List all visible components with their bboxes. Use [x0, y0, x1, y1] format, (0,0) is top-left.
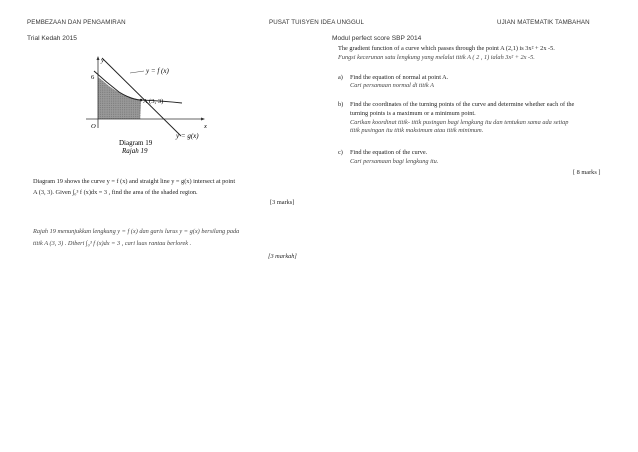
question-en-line-2: A (3, 3). Given ∫₀³ f (x)dx = 3 , find the area of the shaded region. [33, 189, 198, 196]
diagram-caption-en: Diagram 19 [119, 139, 153, 147]
diagram-caption-my: Rajah 19 [122, 147, 148, 155]
header-right: UJIAN MATEMATIK TAMBAHAN [497, 19, 590, 26]
question-my-line-2: titik A (3, 3) . Diberi ∫₀³ f (x)dx = 3 , cari luas rantau berlorek . [33, 240, 192, 247]
y-intercept-label: 6 [91, 74, 95, 81]
part-c-my: Cari persamaan bagi lengkung itu. [350, 158, 439, 165]
point-a-label: A (3, 3) [143, 98, 164, 105]
marks-right: [ 8 marks ] [573, 169, 601, 176]
intro-my: Fungsi kecerunan satu lengkung yang melalui titik A ( 2 , 1) ialah 3x² + 2x -5. [338, 54, 535, 61]
header-left: PEMBEZAAN DAN PENGAMIRAN [27, 19, 126, 26]
part-c-label: c) [338, 149, 343, 156]
origin-label: O [91, 123, 96, 130]
marks-en: [3 marks] [270, 199, 295, 206]
curve-label: y = f (x) [146, 67, 169, 75]
shaded-region [98, 77, 141, 119]
line-label: y = g(x) [176, 132, 199, 140]
part-a-label: a) [338, 74, 343, 81]
x-axis-label: x [204, 123, 207, 130]
marks-my: [3 markah] [268, 253, 297, 260]
question-en-line-1: Diagram 19 shows the curve y = f (x) and straight line y = g(x) intersect at point [33, 178, 236, 185]
part-a-my: Cari persamaan normal di titik A [350, 82, 435, 89]
right-source-label: Modul perfect score SBP 2014 [332, 35, 422, 42]
part-b-en-line-1: Find the coordinates of the turning points of the curve and determine whether each of the [350, 101, 575, 108]
part-b-label: b) [338, 101, 344, 108]
intro-en: The gradient function of a curve which passes through the point A (2,1) is 3x² + 2x -5. [338, 45, 555, 52]
y-axis-label: y [101, 57, 104, 64]
part-a-en: Find the equation of normal at point A. [350, 74, 449, 81]
part-b-en-line-2: turning points is a maximum or a minimum point. [350, 110, 476, 117]
part-b-my-line-2: titik pusingan itu titik maksimum atau titik minimum. [350, 127, 484, 134]
part-c-en: Find the equation of the curve. [350, 149, 428, 156]
left-source-label: Trial Kedah 2015 [27, 35, 77, 42]
diagram-19 [84, 56, 212, 172]
question-my-line-1: Rajah 19 menunjukkan lengkung y = f (x) dan garis lurus y = g(x) bersilang pada [33, 228, 240, 235]
part-b-my-line-1: Carikan koordinat titik- titik pusingan bagi lengkung itu dan tentukan sama ada setiap [350, 119, 569, 126]
header-center: PUSAT TUISYEN IDEA UNGGUL [269, 19, 364, 26]
